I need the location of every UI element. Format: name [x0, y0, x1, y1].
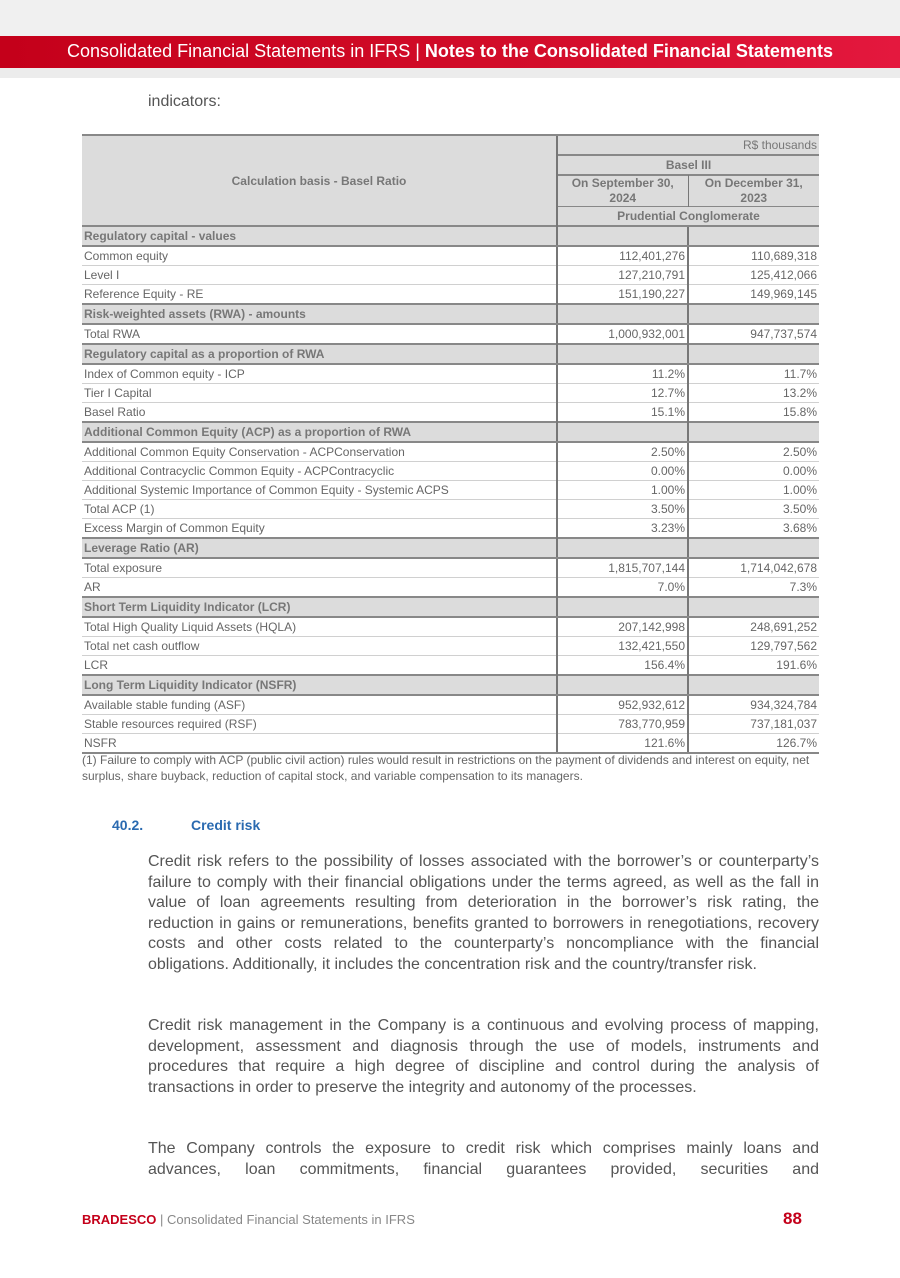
section-row — [82, 344, 819, 364]
table-row — [82, 734, 819, 754]
row-label: Total RWA — [82, 324, 557, 344]
empty-cell — [557, 344, 688, 364]
empty-cell — [557, 226, 688, 246]
table-row — [82, 519, 819, 539]
table-row — [82, 403, 819, 423]
unit-label: R$ thousands — [557, 135, 819, 155]
page-footer — [82, 1212, 415, 1227]
row-label: Total High Quality Liquid Assets (HQLA) — [82, 617, 557, 637]
section-row — [82, 304, 819, 324]
section-label: Short Term Liquidity Indicator (LCR) — [82, 597, 557, 617]
table-row — [82, 715, 819, 734]
value-2023: 149,969,145 — [688, 285, 819, 305]
value-2024: 156.4% — [557, 656, 688, 676]
value-2024: 3.50% — [557, 500, 688, 519]
value-2023: 1.00% — [688, 481, 819, 500]
value-2023: 7.3% — [688, 578, 819, 598]
footer-separator: | — [156, 1212, 168, 1227]
row-label: Tier I Capital — [82, 384, 557, 403]
page-number: 88 — [783, 1209, 802, 1228]
footer-text: Consolidated Financial Statements in IFRS — [167, 1212, 415, 1227]
row-label: Additional Contracyclic Common Equity - ACPContracyclic — [82, 462, 557, 481]
value-2024: 127,210,791 — [557, 266, 688, 285]
section-heading — [112, 817, 260, 833]
value-2023: 3.50% — [688, 500, 819, 519]
section-label: Leverage Ratio (AR) — [82, 538, 557, 558]
sub-header: Prudential Conglomerate — [557, 207, 819, 227]
table-row — [82, 637, 819, 656]
paragraph-1: Credit risk refers to the possibility of losses associated with the borrower’s or counterparty’s failure to comply with their financial obligations under the terms agreed, as well as the fall in value of loan agreements resulting from deterioration in the borrower’s risk rating, the reduction in gains or remunerations, benefits granted to borrowers in renegotiations, recovery costs and other costs related to the counterparty’s noncompliance with the financial obligations. Additionally, it includes the concentration risk and the country/transfer risk. — [148, 853, 819, 973]
value-2023: 0.00% — [688, 462, 819, 481]
table-row — [82, 266, 819, 285]
row-header: Calculation basis - Basel Ratio — [82, 135, 557, 226]
value-2023: 947,737,574 — [688, 324, 819, 344]
value-2024: 1,000,932,001 — [557, 324, 688, 344]
table-row — [82, 617, 819, 637]
row-label: Excess Margin of Common Equity — [82, 519, 557, 539]
value-2023: 2.50% — [688, 442, 819, 462]
row-label: Common equity — [82, 246, 557, 266]
page-header-banner — [0, 36, 900, 68]
value-2023: 126.7% — [688, 734, 819, 754]
section-label: Additional Common Equity (ACP) as a proportion of RWA — [82, 422, 557, 442]
row-label: Available stable funding (ASF) — [82, 695, 557, 715]
section-row — [82, 538, 819, 558]
value-2024: 1.00% — [557, 481, 688, 500]
row-label: Basel Ratio — [82, 403, 557, 423]
row-label: Total exposure — [82, 558, 557, 578]
empty-cell — [688, 675, 819, 695]
empty-cell — [557, 597, 688, 617]
value-2024: 207,142,998 — [557, 617, 688, 637]
table-row — [82, 324, 819, 344]
empty-cell — [688, 226, 819, 246]
empty-cell — [557, 675, 688, 695]
table-row — [82, 442, 819, 462]
table-row — [82, 462, 819, 481]
table-row — [82, 656, 819, 676]
value-2024: 112,401,276 — [557, 246, 688, 266]
value-2024: 121.6% — [557, 734, 688, 754]
row-label: Additional Common Equity Conservation - ACPConservation — [82, 442, 557, 462]
table-row — [82, 481, 819, 500]
table-row — [82, 578, 819, 598]
table-row — [82, 285, 819, 305]
section-row — [82, 422, 819, 442]
value-2023: 3.68% — [688, 519, 819, 539]
table-row — [82, 384, 819, 403]
value-2024: 0.00% — [557, 462, 688, 481]
value-2024: 7.0% — [557, 578, 688, 598]
table-row — [82, 246, 819, 266]
row-label: Total net cash outflow — [82, 637, 557, 656]
value-2023: 737,181,037 — [688, 715, 819, 734]
section-label: Regulatory capital - values — [82, 226, 557, 246]
value-2024: 15.1% — [557, 403, 688, 423]
value-2023: 13.2% — [688, 384, 819, 403]
row-label: Index of Common equity - ICP — [82, 364, 557, 384]
value-2024: 11.2% — [557, 364, 688, 384]
table-footnote: (1) Failure to comply with ACP (public civil action) rules would result in restrictions on the payment of dividends and interest on equity, net surplus, share buyback, reduction of capital stock, and variable compensation to its managers. — [82, 753, 810, 783]
row-label: Level I — [82, 266, 557, 285]
column-header-2024: On September 30, 2024 — [557, 175, 688, 207]
intro-text: indicators: — [148, 93, 221, 110]
empty-cell — [688, 344, 819, 364]
value-2024: 3.23% — [557, 519, 688, 539]
empty-cell — [557, 422, 688, 442]
section-row — [82, 597, 819, 617]
value-2024: 12.7% — [557, 384, 688, 403]
value-2024: 952,932,612 — [557, 695, 688, 715]
row-label: Additional Systemic Importance of Common Equity - Systemic ACPS — [82, 481, 557, 500]
section-title: Credit risk — [191, 817, 261, 833]
table-row — [82, 558, 819, 578]
paragraph-3: The Company controls the exposure to credit risk which comprises mainly loans and advances, loan commitments, financial guarantees provided, securities and — [148, 1140, 819, 1178]
value-2023: 125,412,066 — [688, 266, 819, 285]
empty-cell — [688, 538, 819, 558]
row-label: NSFR — [82, 734, 557, 754]
value-2023: 129,797,562 — [688, 637, 819, 656]
column-header-2023: On December 31, 2023 — [688, 175, 819, 207]
value-2023: 248,691,252 — [688, 617, 819, 637]
header-divider — [0, 68, 900, 78]
basel-ratio-table — [82, 134, 819, 754]
value-2024: 2.50% — [557, 442, 688, 462]
row-label: Reference Equity - RE — [82, 285, 557, 305]
value-2024: 132,421,550 — [557, 637, 688, 656]
value-2023: 191.6% — [688, 656, 819, 676]
value-2023: 1,714,042,678 — [688, 558, 819, 578]
value-2023: 934,324,784 — [688, 695, 819, 715]
table-row — [82, 695, 819, 715]
header-separator: | — [410, 41, 425, 61]
row-label: LCR — [82, 656, 557, 676]
value-2023: 11.7% — [688, 364, 819, 384]
value-2024: 783,770,959 — [557, 715, 688, 734]
section-label: Risk-weighted assets (RWA) - amounts — [82, 304, 557, 324]
value-2024: 151,190,227 — [557, 285, 688, 305]
value-2023: 15.8% — [688, 403, 819, 423]
section-label: Long Term Liquidity Indicator (NSFR) — [82, 675, 557, 695]
section-label: Regulatory capital as a proportion of RWA — [82, 344, 557, 364]
value-2024: 1,815,707,144 — [557, 558, 688, 578]
value-2023: 110,689,318 — [688, 246, 819, 266]
row-label: AR — [82, 578, 557, 598]
section-row — [82, 226, 819, 246]
empty-cell — [557, 304, 688, 324]
empty-cell — [688, 597, 819, 617]
section-number: 40.2. — [112, 817, 144, 833]
paragraph-2: Credit risk management in the Company is a continuous and evolving process of mapping, development, assessment and diagnosis through the use of models, instruments and procedures that require a high degree of discipline and control during the analysis of transactions in order to preserve the integrity and autonomy of the processes. — [148, 1017, 819, 1096]
header-title-bold: Notes to the Consolidated Financial Statements — [424, 41, 833, 61]
row-label: Stable resources required (RSF) — [82, 715, 557, 734]
empty-cell — [688, 422, 819, 442]
footer-brand: BRADESCO — [82, 1212, 157, 1227]
table-row — [82, 364, 819, 384]
table-row — [82, 500, 819, 519]
empty-cell — [688, 304, 819, 324]
empty-cell — [557, 538, 688, 558]
group-header: Basel III — [557, 155, 819, 175]
row-label: Total ACP (1) — [82, 500, 557, 519]
section-row — [82, 675, 819, 695]
top-margin — [0, 0, 900, 36]
header-title-regular: Consolidated Financial Statements in IFRS — [67, 41, 411, 61]
